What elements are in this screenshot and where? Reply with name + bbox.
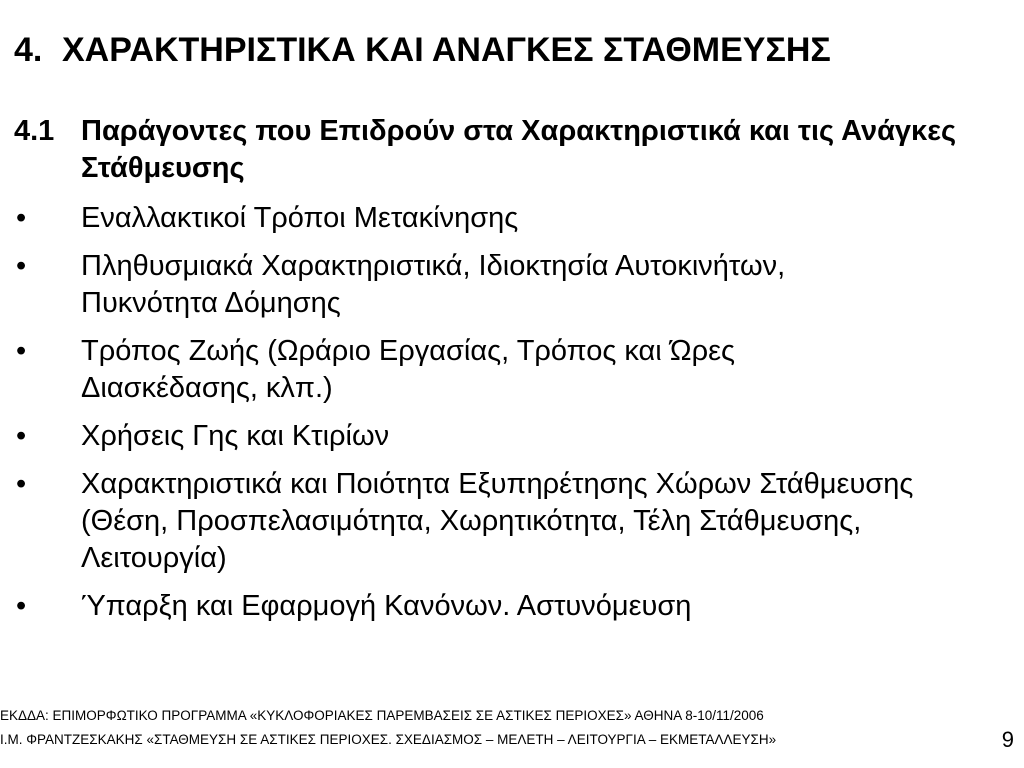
bullet-item <box>14 588 1004 625</box>
bullet-icon: • <box>16 250 27 282</box>
bullet-text: Τρόπος Ζωής (Ωράριο Εργασίας, Τρόπος και Ώρες Διασκέδασης, κλπ.) <box>81 335 736 404</box>
bullet-icon: • <box>16 202 27 234</box>
bullet-list <box>14 200 1004 636</box>
bullet-item <box>14 466 1004 577</box>
bullet-item <box>14 418 1004 455</box>
subsection-number: 4.1 <box>14 115 55 147</box>
subsection-title-text: Παράγοντες που Επιδρούν στα Χαρακτηριστικά και τις Ανάγκες Στάθμευσης <box>81 115 957 184</box>
bullet-text: Χρήσεις Γης και Κτιρίων <box>81 420 390 452</box>
bullet-icon: • <box>16 468 27 500</box>
footer-line-2: Ι.Μ. ΦΡΑΝΤΖΕΣΚΑΚΗΣ «ΣΤΑΘΜΕΥΣΗ ΣΕ ΑΣΤΙΚΕΣ ΠΕΡΙΟΧΕΣ. ΣΧΕΔΙΑΣΜΟΣ – ΜΕΛΕΤΗ – ΛΕΙΤΟΥΡΓΙΑ – ΕΚΜΕΤΑΛΛΕΥΣΗ» <box>0 732 777 747</box>
bullet-item <box>14 248 1004 322</box>
bullet-icon: • <box>16 420 27 452</box>
bullet-item <box>14 333 1004 407</box>
bullet-text: Πληθυσμιακά Χαρακτηριστικά, Ιδιοκτησία Αυτοκινήτων, Πυκνότητα Δόμησης <box>81 250 786 319</box>
bullet-text: Χαρακτηριστικά και Ποιότητα Εξυπηρέτησης Χώρων Στάθμευσης (Θέση, Προσπελασιμότητα, Χωρητικότητα, Τέλη Στάθμευσης, Λειτουργία) <box>81 468 914 574</box>
bullet-icon: • <box>16 590 27 622</box>
page-number: 9 <box>1001 727 1014 752</box>
section-number: 4. <box>14 31 43 69</box>
footer-line-1: ΕΚΔΔΑ: ΕΠΙΜΟΡΦΩΤΙΚΟ ΠΡΟΓΡΑΜΜΑ «ΚΥΚΛΟΦΟΡΙΑΚΕΣ ΠΑΡΕΜΒΑΣΕΙΣ ΣΕ ΑΣΤΙΚΕΣ ΠΕΡΙΟΧΕΣ» ΑΘΗΝΑ 8-10/11/2006 <box>0 708 764 723</box>
bullet-text: Εναλλακτικοί Τρόποι Μετακίνησης <box>81 202 519 234</box>
section-title-text: ΧΑΡΑΚΤΗΡΙΣΤΙΚΑ ΚΑΙ ΑΝΑΓΚΕΣ ΣΤΑΘΜΕΥΣΗΣ <box>62 31 831 69</box>
bullet-item <box>14 200 1004 237</box>
bullet-icon: • <box>16 335 27 367</box>
bullet-text: Ύπαρξη και Εφαρμογή Κανόνων. Αστυνόμευση <box>81 590 692 622</box>
slide-title <box>14 28 831 72</box>
subsection-heading <box>14 113 1001 187</box>
